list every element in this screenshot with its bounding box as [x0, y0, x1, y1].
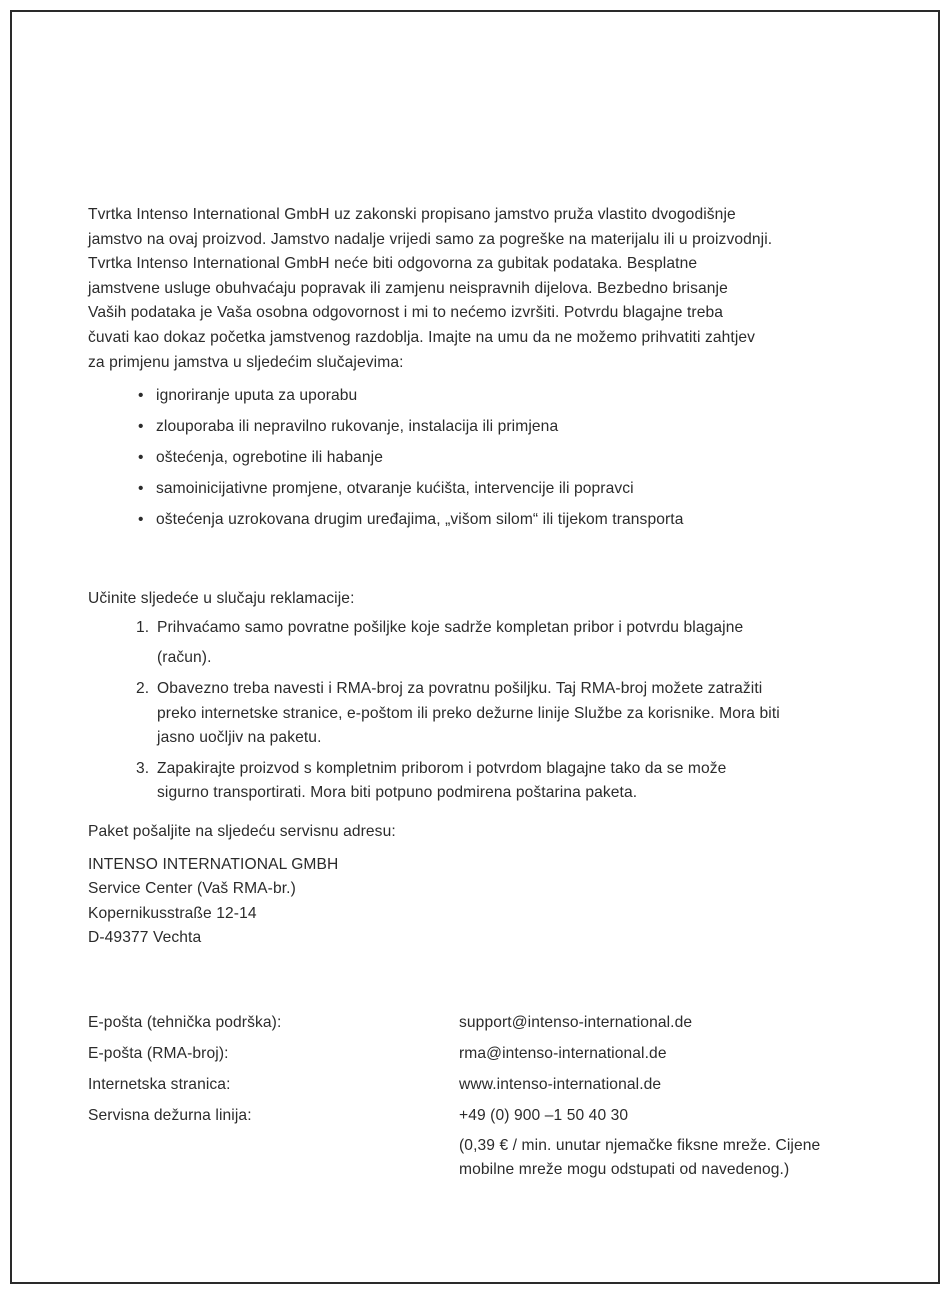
hotline-number: +49 (0) 900 –1 50 40 30 [459, 1106, 629, 1124]
exclusion-item: • oštećenja, ogrebotine ili habanje [138, 442, 898, 473]
exclusion-item: • ignoriranje uputa za uporabu [138, 380, 898, 411]
contact-label: E-pošta (tehnička podrška): [88, 1013, 282, 1031]
service-address [88, 853, 898, 951]
address-line: Service Center (Vaš RMA-br.) [88, 880, 296, 898]
step-line: preko internetske stranice, e-poštom ili preko dežurne linije Službe za korisnike. Mora biti [157, 704, 780, 722]
contact-row [88, 1069, 898, 1100]
warranty-document [88, 203, 898, 1183]
address-line: INTENSO INTERNATIONAL GMBH [88, 855, 339, 873]
hotline-note [459, 1134, 898, 1183]
address-line: Kopernikusstraße 12-14 [88, 904, 257, 922]
step-number: 1. [136, 618, 150, 636]
paragraph-line: za primjenu jamstva u sljedećim slučajevima: [88, 353, 404, 371]
exclusion-item: • samoinicijativne promjene, otvaranje kućišta, intervencije ili popravci [138, 473, 898, 504]
send-instruction: Paket pošaljite na sljedeću servisnu adresu: [88, 822, 396, 840]
paragraph-line: jamstvo na ovaj proizvod. Jamstvo nadalje vrijedi samo za pogreške na materijalu ili u proizvodnji. [88, 230, 773, 248]
contact-row [88, 1100, 898, 1131]
paragraph-line: jamstvene usluge obuhvaćaju popravak ili zamjenu neispravnih dijelova. Bezbedno brisanje [88, 279, 728, 297]
contact-table [88, 1007, 898, 1183]
website-link[interactable]: www.intenso-international.de [459, 1075, 662, 1093]
step-line: jasno uočljiv na paketu. [157, 729, 322, 747]
claim-heading: Učinite sljedeće u slučaju reklamacije: [88, 590, 355, 608]
step-line: sigurno transportirati. Mora biti potpuno podmirena poštarina paketa. [157, 784, 638, 802]
paragraph-line: Tvrtka Intenso International GmbH neće biti odgovorna za gubitak podataka. Besplatne [88, 255, 698, 273]
claim-steps [88, 616, 898, 806]
paragraph-line: čuvati kao dokaz početka jamstvenog razdoblja. Imajte na umu da ne možemo prihvatiti zahtjev [88, 328, 756, 346]
step-line: Zapakirajte proizvod s kompletnim priborom i potvrdom blagajne tako da se može [157, 759, 727, 777]
claim-step [136, 757, 898, 806]
contact-row [88, 1038, 898, 1069]
warranty-paragraph [88, 203, 898, 375]
step-line: (račun). [157, 649, 212, 667]
exclusion-list [88, 380, 898, 535]
step-line: Prihvaćamo samo povratne pošiljke koje sadrže kompletan pribor i potvrdu blagajne [157, 618, 744, 636]
exclusion-item: • zlouporaba ili nepravilno rukovanje, instalacija ili primjena [138, 411, 898, 442]
claim-step [136, 677, 898, 751]
step-number: 3. [136, 759, 150, 777]
contact-label: E-pošta (RMA-broj): [88, 1044, 229, 1062]
note-line: mobilne mreže mogu odstupati od navedenog.) [459, 1161, 790, 1179]
claim-step [136, 616, 898, 671]
note-line: (0,39 € / min. unutar njemačke fiksne mreže. Cijene [459, 1136, 821, 1154]
exclusion-item: • oštećenja uzrokovana drugim uređajima, „višom silom“ ili tijekom transporta [138, 504, 898, 535]
contact-label: Internetska stranica: [88, 1075, 231, 1093]
rma-email-link[interactable]: rma@intenso-international.de [459, 1044, 667, 1062]
address-line: D-49377 Vechta [88, 929, 202, 947]
step-number: 2. [136, 679, 150, 697]
support-email-link[interactable]: support@intenso-international.de [459, 1013, 693, 1031]
paragraph-line: Vaših podataka je Vaša osobna odgovornost i mi to nećemo izvršiti. Potvrdu blagajne treba [88, 304, 724, 322]
contact-label: Servisna dežurna linija: [88, 1106, 252, 1124]
contact-row [88, 1007, 898, 1038]
paragraph-line: Tvrtka Intenso International GmbH uz zakonski propisano jamstvo pruža vlastito dvogodišnje [88, 206, 736, 223]
step-line: Obavezno treba navesti i RMA-broj za povratnu pošiljku. Taj RMA-broj možete zatražiti [157, 679, 763, 697]
